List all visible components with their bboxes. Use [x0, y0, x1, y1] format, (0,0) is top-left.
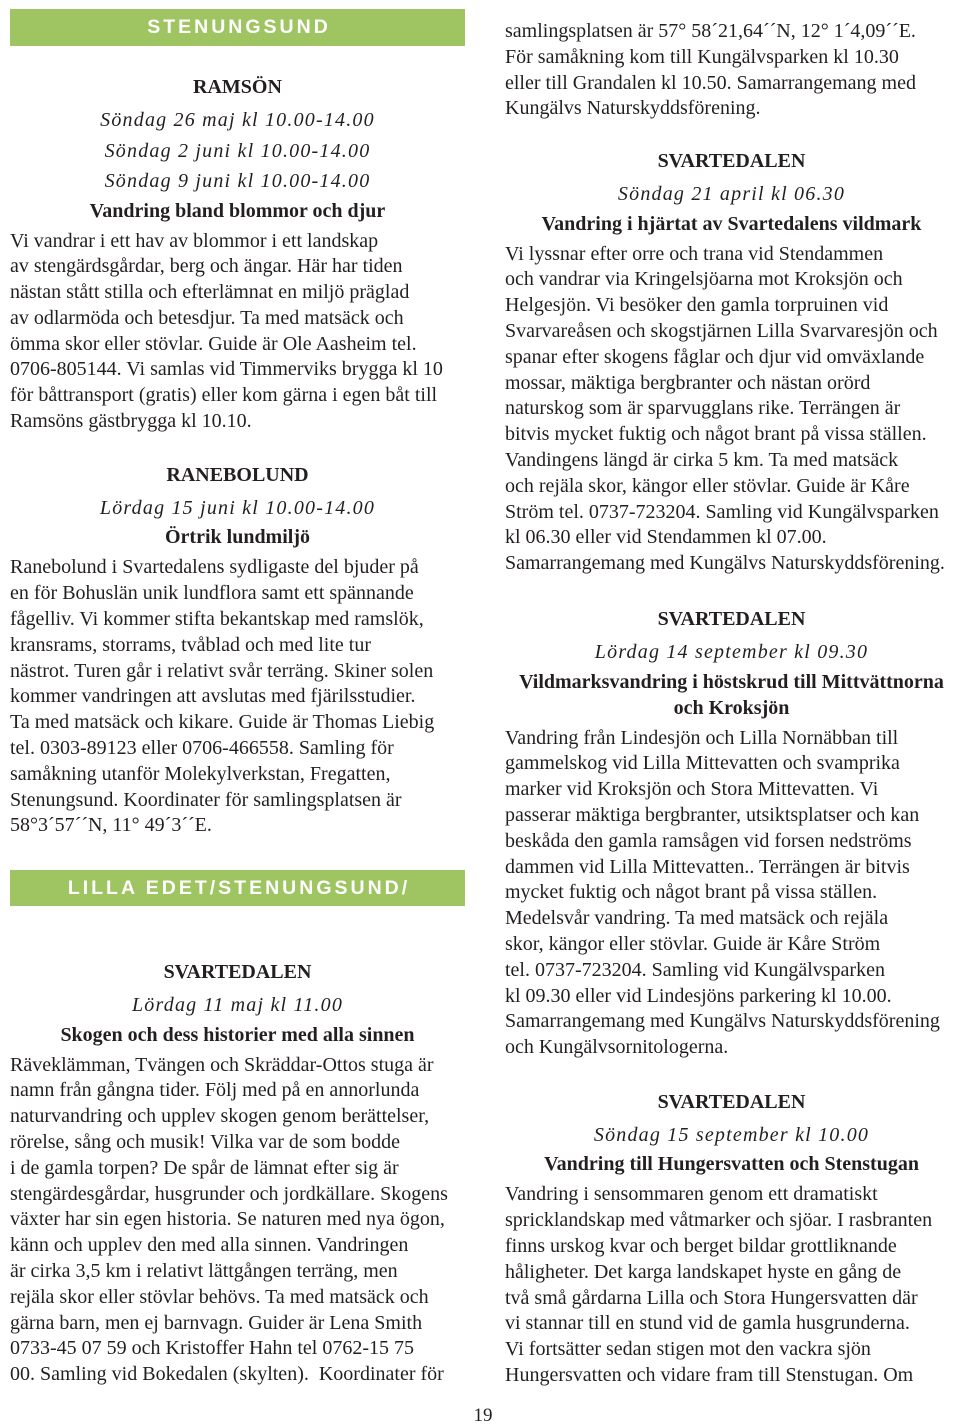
event-title [10, 1022, 465, 1048]
body-line: Samarrangemang med Kungälvs Naturskyddsförening. [505, 552, 945, 575]
body-line: Stenungsund. Koordinater för samlingsplatsen är [10, 788, 402, 811]
event-svartedalen-11-maj [10, 957, 465, 1388]
body-line: skor, kängor eller stövlar. Guide är Kåre Ström [505, 932, 881, 955]
body-line: och rejäla skor, kängor eller stövlar. Guide är Kåre [505, 474, 910, 497]
body-line: mossar, mäktiga bergbranter och nästan orörd [505, 371, 871, 394]
body-line: håligheter. Det karga landskapet hyste en gång de [505, 1260, 902, 1283]
body-line: rejäla skor eller stövlar behövs. Ta med matsäck och [10, 1285, 429, 1308]
body-line: en för Bohuslän unik lundflora samt ett spännande [10, 582, 414, 605]
body-line: namn från gångna tider. Följ med på en annorlunda [10, 1079, 420, 1102]
event-date: Söndag 9 juni kl 10.00-14.00 [104, 170, 371, 192]
event-title-line: och Kroksjön [673, 696, 790, 719]
body-line: Vandingens längd är cirka 5 km. Ta med matsäck [505, 449, 899, 472]
body-line: naturvandring och upplev skogen genom berättelser, [10, 1105, 430, 1128]
body-line: spanar efter skogens fåglar och djur vid omväxlande [505, 345, 925, 368]
body-line: Ta med matsäck och kikare. Guide är Thomas Liebig [10, 711, 435, 734]
body-line: naturskog som är sparvugglans rike. Terrängen är [505, 397, 901, 420]
event-title [10, 198, 465, 224]
body-line: vi stannar till en stund vid de gamla husgrunderna. [505, 1312, 910, 1335]
body-line: av odlarmöda och betesdjur. Ta med matsäck och [10, 306, 404, 329]
body-line: kommer vandringen att avslutas med fjärilsstudier. [10, 685, 416, 708]
body-line: dammen vid Lilla Mittevatten.. Terrängen är bitvis [505, 855, 910, 878]
body-line: Medelsvår vandring. Ta med matsäck och rejäla [505, 907, 889, 930]
body-line: 0733-45 07 59 och Kristoffer Hahn tel 0762-15 75 [10, 1337, 415, 1360]
body-line: finns urskog kvar och berget bildar grottliknande [505, 1235, 897, 1257]
body-line: beskåda den gamla ramsågen vid forsen nedströms [505, 829, 912, 852]
body-line: växter har sin egen historia. Se naturen med nya ögon, [10, 1208, 445, 1231]
body-line: nästan stått stilla och efterlämnat en miljö präglad [10, 281, 410, 304]
body-line: bitvis mycket fuktig och något brant på vissa ställen. [505, 423, 927, 446]
event-title [505, 669, 958, 721]
body-line: Helgesjön. Vi besöker den gamla torpruinen vid [505, 294, 889, 317]
place-heading: SVARTEDALEN [657, 608, 806, 631]
event-description [505, 242, 958, 577]
body-line: tel. 0303-89123 eller 0706-466558. Samling för [10, 736, 394, 759]
body-line: och Kungälvsornitologerna. [505, 1036, 729, 1059]
body-line: 58°3´57´´N, 11° 49´3´´E. [10, 814, 212, 837]
place-heading: RANEBOLUND [166, 463, 309, 486]
event-date: Söndag 15 september kl 10.00 [593, 1123, 870, 1146]
body-line: av stengärdsgårdar, berg och ängar. Här har tiden [10, 255, 403, 278]
body-line: gammelskog vid Lilla Mittevatten och svamprika [505, 752, 900, 775]
body-line: känn och upplev den med alla sinnen. Vandringen [10, 1234, 409, 1257]
body-line: samåkning utanför Molekylverkstan, Fregatten, [10, 762, 391, 785]
region-banner-stenungsund: STENUNGSUND [10, 9, 465, 46]
event-description [10, 229, 465, 435]
body-line: rörelse, sång och musik! Vilka var de som bodde [10, 1131, 401, 1154]
place-heading: SVARTEDALEN [657, 150, 806, 173]
body-line: kransrams, storrams, tvåblad och med lite tur [10, 633, 372, 656]
body-line: i de gamla torpen? De spår de lämnat efter sig är [10, 1156, 399, 1179]
body-line: ömma skor eller stövlar. Guide är Ole Aasheim tel. [10, 332, 417, 355]
event-description [505, 726, 958, 1061]
body-line: stengärdesgårdar, husgrunder och jordkällare. Skogens [10, 1182, 448, 1205]
event-title-line: Vandring till Hungersvatten och Stenstugan [544, 1153, 919, 1176]
body-line: Ramsöns gästbrygga kl 10.10. [10, 410, 252, 433]
body-line: 0706-805144. Vi samlas vid Timmerviks brygga kl 10 [10, 358, 443, 381]
event-title-line: Vandring bland blommor och djur [89, 199, 386, 222]
body-line: Kungälvs Naturskyddsförening. [505, 97, 761, 120]
column-right [505, 0, 958, 1389]
body-line: Ranebolund i Svartedalens sydligaste del bjuder på [10, 556, 419, 579]
column-left [10, 0, 465, 1388]
body-line: För samåkning kom till Kungälvsparken kl 10.30 [505, 45, 899, 68]
place-heading: RAMSÖN [193, 76, 282, 98]
event-svartedalen-21-april [505, 146, 958, 577]
event-description [10, 1053, 465, 1388]
event-title-line: Vildmarksvandring i höstskrud till Mittvättnorna [519, 670, 944, 693]
body-line: Vi fortsätter sedan stigen mot den vackra sjön [505, 1338, 871, 1361]
body-line: tel. 0737-723204. Samling vid Kungälvsparken [505, 958, 885, 981]
body-line: Ström tel. 0737-723204. Samling vid Kungälvsparken [505, 500, 939, 523]
event-date: Söndag 26 maj kl 10.00-14.00 [100, 109, 375, 131]
continued-description [505, 19, 958, 122]
event-title-line: Vandring i hjärtat av Svartedalens vildmark [541, 212, 922, 235]
body-line: Vi vandrar i ett hav av blommor i ett landskap [10, 229, 379, 252]
body-line: samlingsplatsen är 57° 58´21,64´´N, 12° 1´4,09´´E. [505, 20, 916, 42]
body-line: kl 06.30 eller vid Stendammen kl 07.00. [505, 526, 827, 549]
event-title-line: Skogen och dess historier med alla sinnen [60, 1023, 415, 1046]
body-line: spricklandskap med våtmarker och sjöar. I rasbranten [505, 1209, 933, 1232]
body-line: mycket fuktig och något brant på vissa ställen. [505, 881, 878, 904]
body-line: marker vid Kroksjön och Stora Mittevatten. Vi [505, 778, 879, 801]
event-date: Söndag 21 april kl 06.30 [617, 183, 846, 206]
body-line: Vandring i sensommaren genom ett dramatiskt [505, 1183, 878, 1206]
body-line: Hungersvatten och vidare fram till Stenstugan. Om [505, 1363, 914, 1386]
body-line: passerar mäktiga bergbranter, utsiktsplatser och kan [505, 803, 920, 826]
body-line: Vandring från Lindesjön och Lilla Nornäbban till [505, 726, 899, 749]
event-date: Söndag 2 juni kl 10.00-14.00 [104, 139, 371, 162]
body-line: Samarrangemang med Kungälvs Naturskyddsförening [505, 1010, 940, 1033]
event-ranebolund [10, 460, 465, 839]
page-number: 19 [473, 1405, 493, 1426]
event-svartedalen-15-september [505, 1087, 958, 1389]
event-date: Lördag 15 juni kl 10.00-14.00 [99, 496, 376, 519]
body-line: och vandrar via Kringelsjöarna mot Kroksjön och [505, 268, 903, 291]
event-description [10, 555, 465, 839]
body-line: för båttransport (gratis) eller kom gärna i egen båt till [10, 384, 438, 407]
event-title [10, 524, 465, 550]
body-line: Svarvareåsen och skogstjärnen Lilla Svarvaresjön och [505, 320, 938, 343]
body-line: fågelliv. Vi kommer stifta bekantskap med ramslök, [10, 607, 424, 630]
place-heading: SVARTEDALEN [657, 1090, 806, 1113]
event-svartedalen-14-september [505, 604, 958, 1061]
body-line: Räveklämman, Tvängen och Skräddar-Ottos stuga är [10, 1053, 434, 1076]
body-line: 00. Samling vid Bokedalen (skylten). Koordinater för [10, 1363, 444, 1386]
body-line: två små gårdarna Lilla och Stora Hungersvatten där [505, 1286, 918, 1309]
event-title-line: Örtrik lundmiljö [164, 526, 310, 549]
event-title [505, 1151, 958, 1177]
event-ramson [10, 72, 465, 435]
body-line: kl 09.30 eller vid Lindesjöns parkering kl 10.00. [505, 984, 892, 1007]
body-line: är cirka 3,5 km i relativt lättgången terräng, men [10, 1260, 398, 1283]
event-date: Lördag 11 maj kl 11.00 [131, 994, 344, 1017]
event-date: Lördag 14 september kl 09.30 [594, 641, 869, 664]
body-line: Vi lyssnar efter orre och trana vid Stendammen [505, 242, 884, 265]
body-line: gärna barn, men ej barnvagn. Guider är Lena Smith [10, 1311, 423, 1334]
event-description [505, 1182, 958, 1388]
body-line: nästrot. Turen går i relativt svår terräng. Skiner solen [10, 659, 434, 682]
region-banner-lilla-edet: LILLA EDET/STENUNGSUND/ [10, 870, 465, 906]
place-heading: SVARTEDALEN [163, 961, 312, 984]
event-title [505, 211, 958, 237]
body-line: eller till Grandalen kl 10.50. Samarrangemang med [505, 71, 916, 94]
